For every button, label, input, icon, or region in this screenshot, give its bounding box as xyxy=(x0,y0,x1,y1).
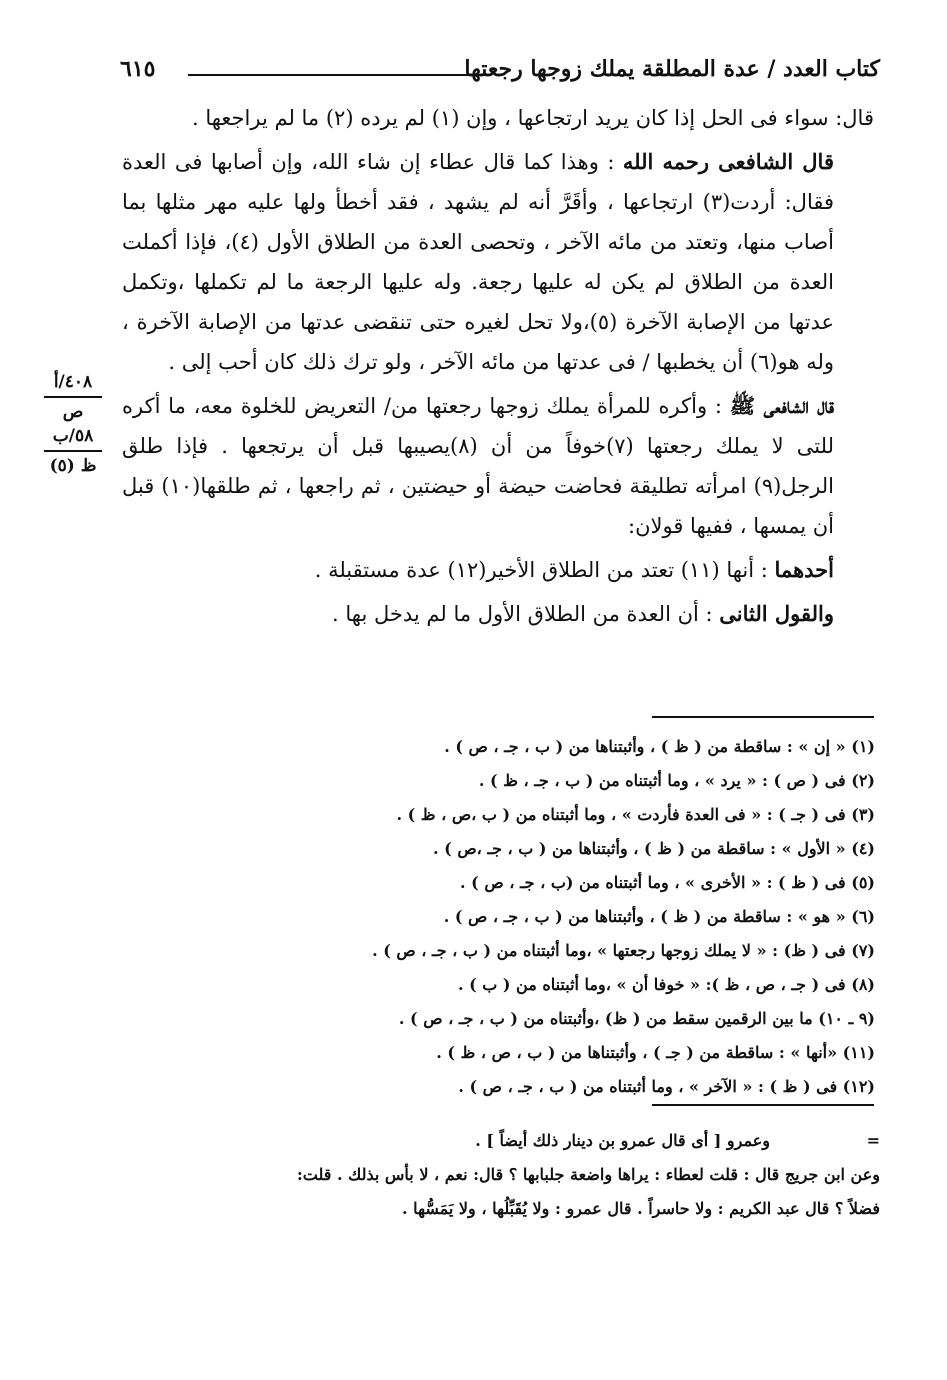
footnote: (٨) فى ( جـ ، ص ، ظ ): « خوفا أن » ،وما أثبتناه من ( ب ) . xyxy=(457,975,875,994)
folio-ref-2: ص xyxy=(62,402,84,422)
folio-ref-4: ظ (٥) xyxy=(49,456,97,476)
page-number: ٦١٥ xyxy=(120,56,156,82)
paragraph-lead: قال الشافعى ﷺ xyxy=(729,393,834,418)
paragraph-lead: أحدهما xyxy=(774,557,834,582)
paragraph-2 xyxy=(122,142,874,382)
header-rule xyxy=(188,74,485,76)
paragraph-lead: والقول الثانى xyxy=(719,601,834,626)
paragraph-5 xyxy=(122,594,874,634)
paragraph-text: : وهذا كما قال عطاء إن شاء الله، وإن أصابها فى العدة فقال: أردت(٣) ارتجاعها ، وأقَرَّ أنه لم يشهد ، فقد أخطأ ولها عليه مهر مثلها بما أصاب منها، وتعتد من مائه الآخر ، وتحصى العدة من الطلاق الأول (٤)، فإذا أكملت العدة من الطلاق لم يكن له عليها رجعة. وله عليها الرجعة ما لم تكملها ،وتكمل عدتها من الإصابة الآخرة (٥)،ولا تحل لغيره حتى تنقضى عدتها من الإصابة الآخرة ، وله هو(٦) أن يخطبها / فى عدتها من مائه الآخر ، ولو ترك ذلك كان أحب إلى . xyxy=(122,150,835,374)
continued-line-3: فضلاً ؟ قال عبد الكريم : ولا حاسراً . قال عمرو : ولا يُقَبِّلُها ، ولا يَمَسُّها . xyxy=(401,1199,880,1218)
main-text xyxy=(122,98,874,634)
continued-note xyxy=(130,1124,880,1226)
folio-divider xyxy=(44,450,102,452)
folio-divider xyxy=(44,396,102,398)
footnote: (١٢) فى ( ظ ) : « الآخر » ، وما أثبتناه من ( ب ، جـ ، ص ) . xyxy=(458,1077,875,1096)
paragraph-4 xyxy=(122,550,874,590)
footnote: (٦) « هو » : ساقطة من ( ظ ) ، وأثبتناها من ( ب ، جـ ، ص ) . xyxy=(443,907,875,926)
paragraph-text: : أن العدة من الطلاق الأول ما لم يدخل بها . xyxy=(332,602,720,626)
continuation-mark: = xyxy=(866,1131,880,1150)
paragraph-text: : أنها (١١) تعتد من الطلاق الأخير(١٢) عدة مستقبلة . xyxy=(314,558,775,582)
continued-line-1: وعمرو [ أى قال عمرو بن دينار ذلك أيضاً ] . xyxy=(475,1131,770,1150)
paragraph-lead: قال الشافعى رحمه الله xyxy=(622,149,834,174)
continuation-rule xyxy=(652,1104,874,1106)
footnote: (٢) فى ( ص ) : « يرد » ، وما أثبتناه من ( ب ، جـ ، ظ ) . xyxy=(478,771,875,790)
paragraph-3 xyxy=(122,386,874,546)
footnote: (٧) فى ( ظ) : « لا يملك زوجها رجعتها » ،وما أثبتناه من ( ب ، جـ ، ص ) . xyxy=(372,941,875,960)
chapter-title: كتاب العدد / عدة المطلقة يملك زوجها رجعتها xyxy=(464,56,880,82)
footnote: (٩ ـ ١٠) ما بين الرقمين سقط من ( ظ) ،وأثبتناه من ( ب ، جـ ، ص ) . xyxy=(398,1009,875,1028)
folio-ref-3: ٥٨/ب xyxy=(52,426,94,446)
footnote: (٥) فى ( ظ ) : « الأخرى » ، وما أثبتناه من (ب ، جـ ، ص ) . xyxy=(460,873,875,892)
paragraph-1: قال: سواء فى الحل إذا كان يريد ارتجاعها ، وإن (١) لم يرده (٢) ما لم يراجعها . xyxy=(191,106,874,130)
footnote: (٤) « الأول » : ساقطة من ( ظ ) ، وأثبتناها من ( ب ، جـ ،ص ) . xyxy=(433,839,875,858)
footnote: (٣) فى ( جـ ) : « فى العدة فأردت » ، وما أثبتناه من ( ب ،ص ، ظ ) . xyxy=(396,805,875,824)
continued-line-2: وعن ابن جريج قال : قلت لعطاء : يراها واضعة جلبابها ؟ قال: نعم ، لا بأس بذلك . قلت: xyxy=(296,1165,880,1184)
running-header xyxy=(120,52,880,92)
folio-ref-1: ٤٠٨/أ xyxy=(53,372,93,392)
footnote: (١١) «أنها » : ساقطة من ( جـ ) ، وأثبتناها من ( ب ، ص ، ظ ) . xyxy=(436,1043,875,1062)
manuscript-folio-note xyxy=(38,370,108,478)
footnotes xyxy=(200,730,875,1104)
footnote-rule xyxy=(652,716,874,718)
paragraph-text: : وأكره للمرأة يملك زوجها رجعتها من/ التعريض للخلوة معه، ما أكره للتى لا يملك رجعتها (٧)خوفاً من أن (٨)يصيبها قبل أن يرتجعها . فإذا طلق الرجل(٩) امرأته تطليقة فحاضت حيضة أو حيضتين ، ثم راجعها ، ثم طلقها(١٠) قبل أن يمسها ، ففيها قولان: xyxy=(122,394,835,538)
footnote: (١) « إن » : ساقطة من ( ظ ) ، وأثبتناها من ( ب ، جـ ، ص ) . xyxy=(444,737,875,756)
